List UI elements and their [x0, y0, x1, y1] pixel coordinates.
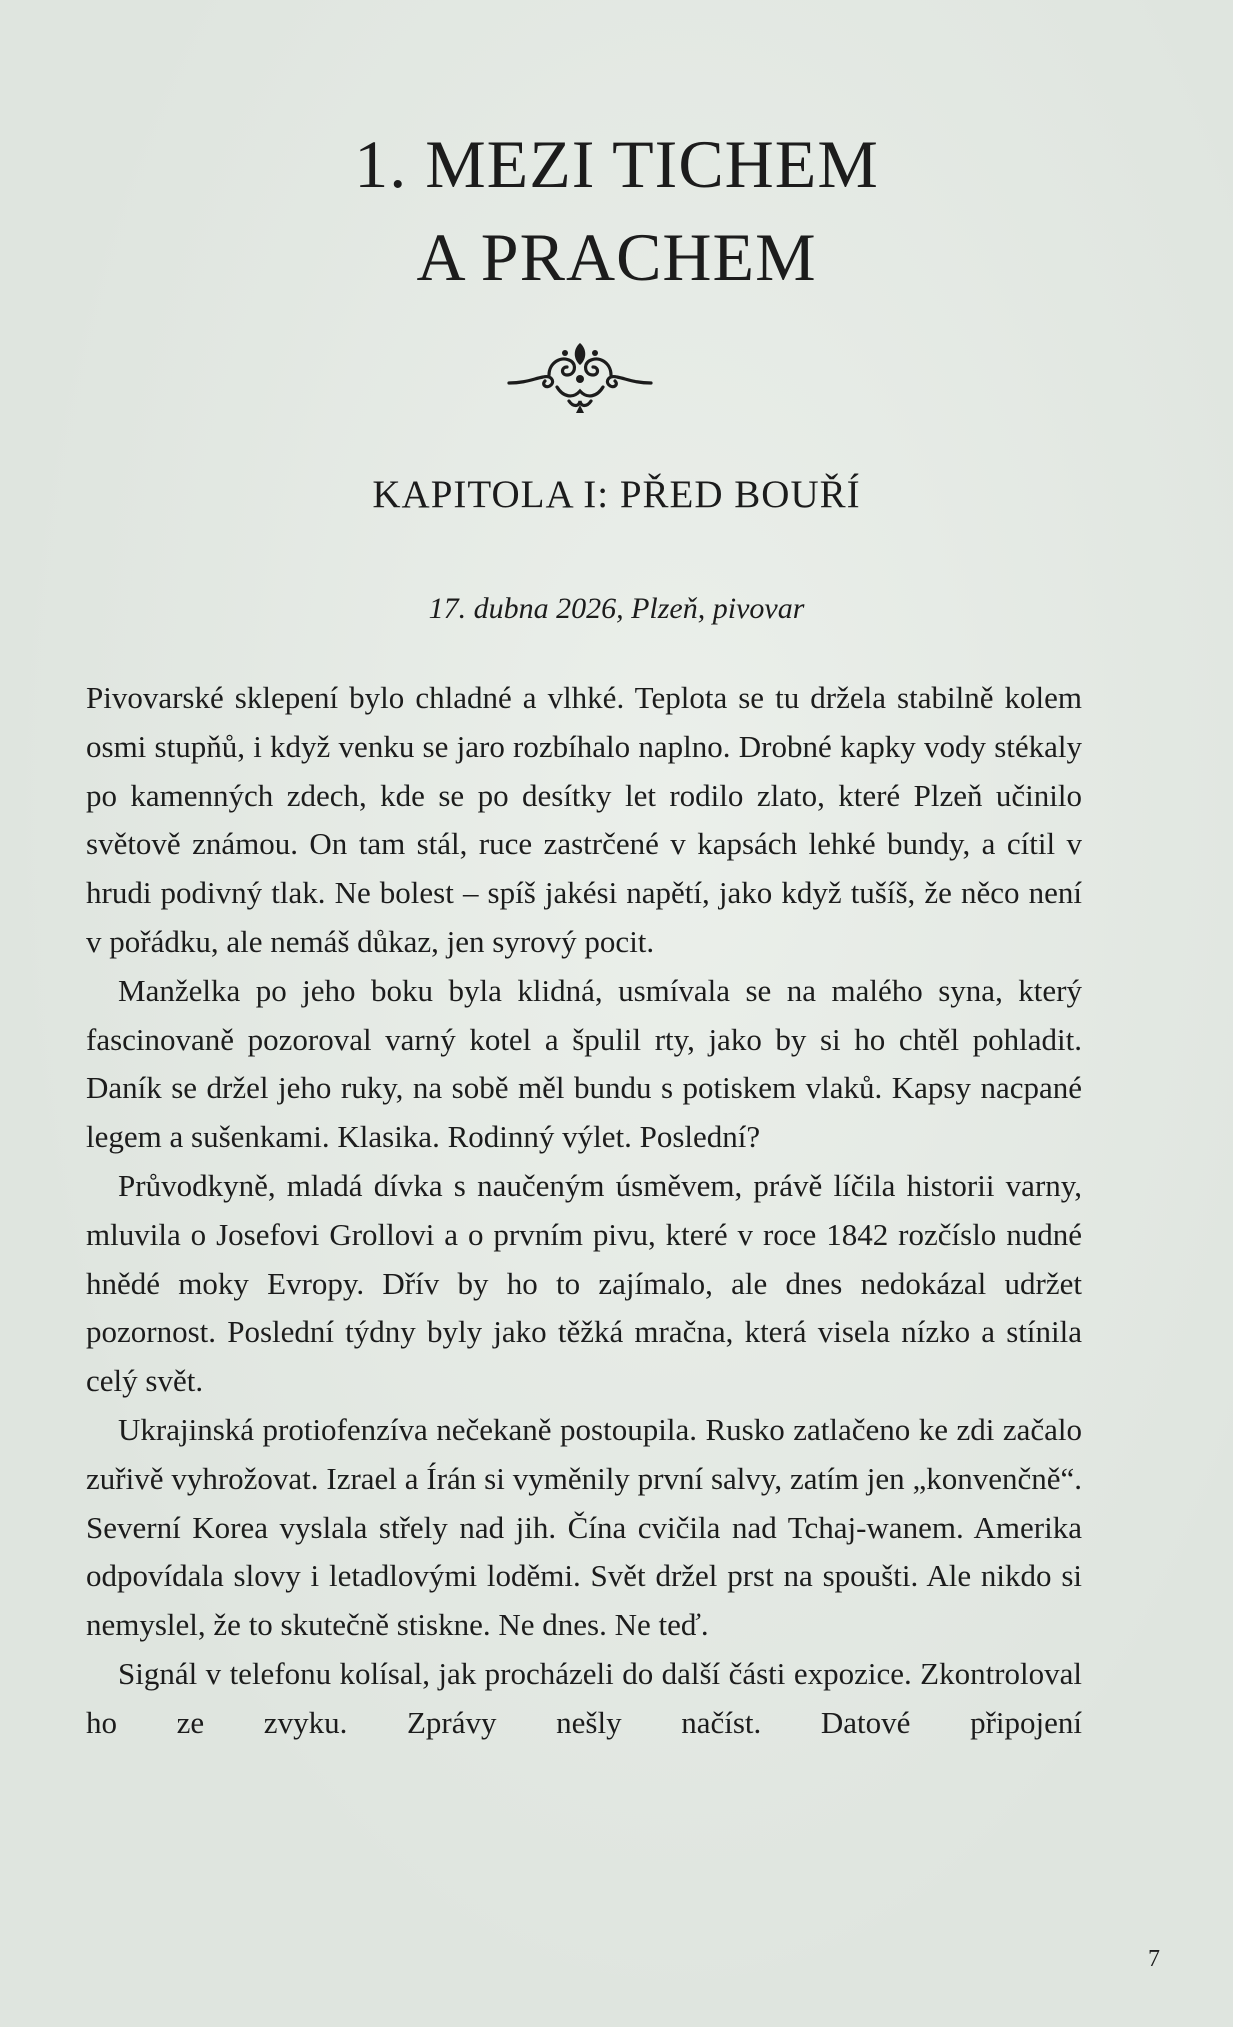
dateline: 17. dubna 2026, Plzeň, pivovar	[428, 592, 805, 625]
chapter-title-line-2: A PRACHEM	[416, 219, 817, 295]
page-number: 7	[1148, 1946, 1160, 1972]
chapter-title	[0, 118, 1233, 304]
chapter-title-line-1: 1. MEZI TICHEM	[354, 126, 879, 202]
paragraph: Ukrajinská protiofenzíva nečekaně postoupila. Rusko zatlačeno ke zdi začalo zuřivě vyhrožovat. Izrael a Írán si vyměnily první salvy, zatím jen „konvenčně“. Severní Korea vyslala střely nad jih. Čína cvičila nad Tchaj-wanem. Amerika odpovídala slovy i letadlovými loděmi. Svět držel prst na spoušti. Ale nikdo si nemyslel, že to skutečně stiskne. Ne dnes. Ne teď.	[86, 1411, 1082, 1643]
paragraph: Manželka po jeho boku byla klidná, usmívala se na malého syna, který fascinovaně pozoroval varný kotel a špulil rty, jako by si ho chtěl pohladit. Daník se držel jeho ruky, na sobě měl bundu s potiskem vlaků. Kapsy nacpané legem a sušenkami. Klasika. Rodinný výlet. Poslední?	[86, 972, 1082, 1155]
body-text	[86, 674, 1082, 1748]
floral-flourish-icon	[505, 335, 655, 415]
paragraph: Pivovarské sklepení bylo chladné a vlhké. Teplota se tu držela stabilně kolem osmi stupňů, i když venku se jaro rozbíhalo naplno. Drobné kapky vody stékaly po kamenných zdech, kde se po desítky let rodilo zlato, které Plzeň učinilo světově známou. On tam stál, ruce zastrčené v kapsách lehké bundy, a cítil v hrudi podivný tlak. Ne bolest – spíš jakési napětí, jako když tušíš, že něco není v pořádku, ale nemáš důkaz, jen syrový pocit.	[86, 680, 1082, 959]
paragraph: Signál v telefonu kolísal, jak procházeli do další části expozice. Zkontroloval ho ze zvyku. Zprávy nešly načíst. Datové připojení	[86, 1655, 1082, 1740]
paragraph: Průvodkyně, mladá dívka s naučeným úsměvem, právě líčila historii varny, mluvila o Josefovi Grollovi a o prvním pivu, které v roce 1842 rozčíslo nudné hnědé moky Evropy. Dřív by ho to zajímalo, ale dnes nedokázal udržet pozornost. Poslední týdny byly jako těžká mračna, která visela nízko a stínila celý svět.	[86, 1167, 1082, 1399]
section-heading: KAPITOLA I: PŘED BOUŘÍ	[372, 473, 861, 516]
